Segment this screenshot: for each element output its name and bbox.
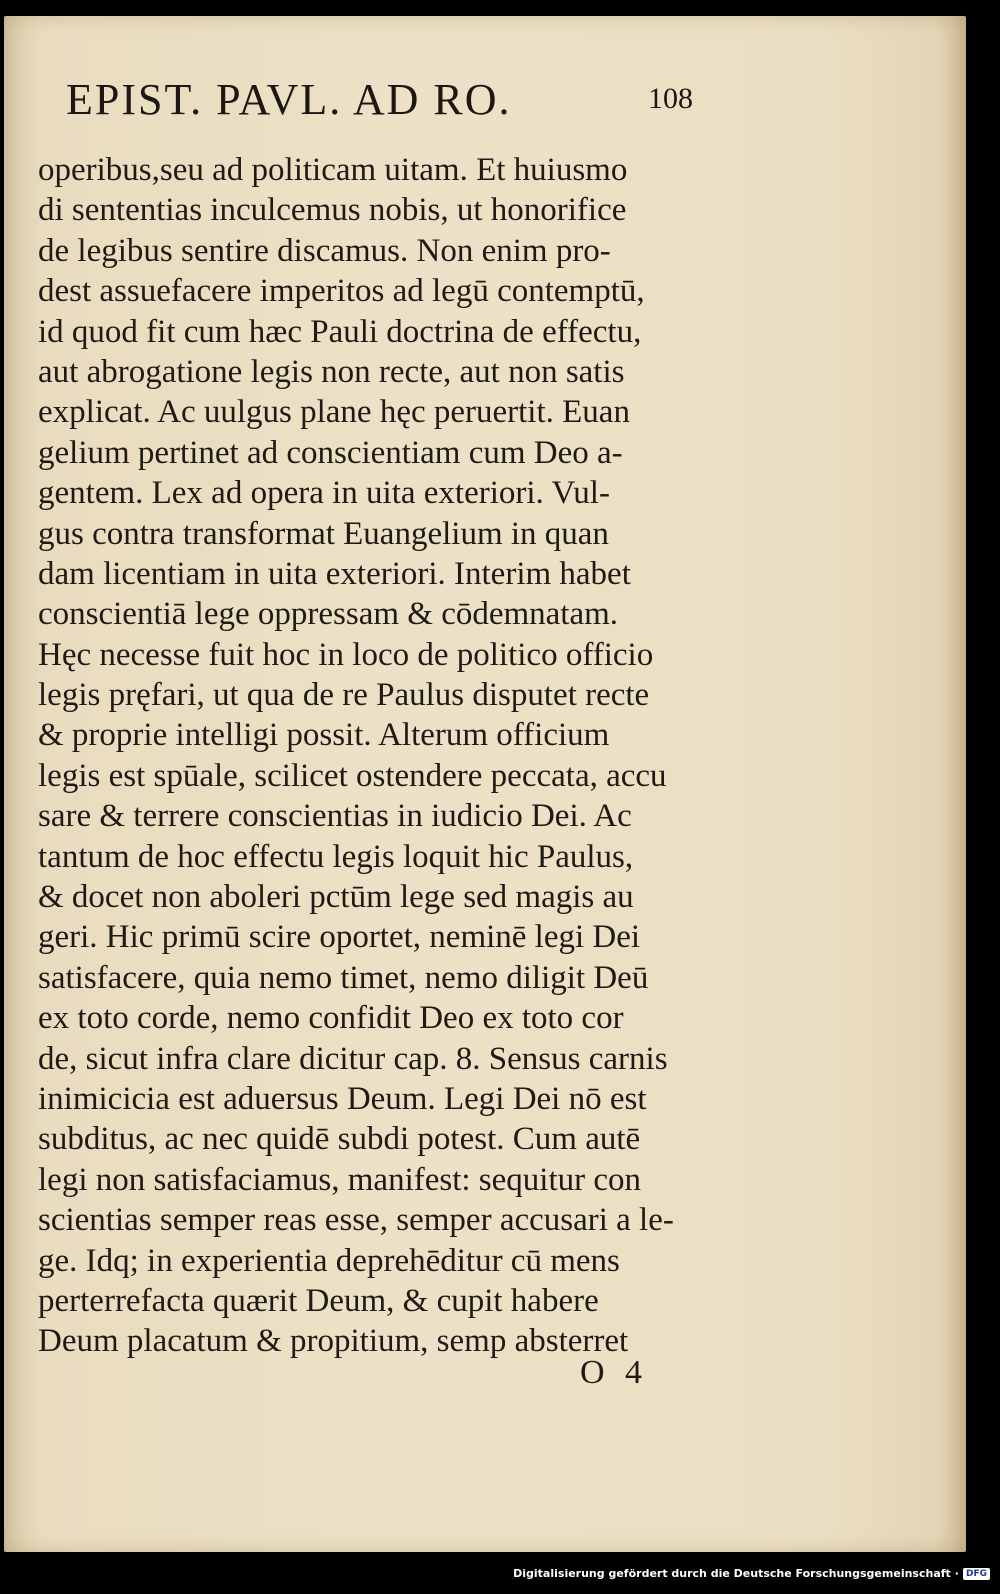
footer-separator: ·: [954, 1567, 959, 1580]
text-line: gelium pertinet ad conscientiam cum Deo a-: [38, 434, 623, 471]
text-line: satisfacere, quia nemo timet, nemo diligit Deū: [38, 959, 649, 996]
page-number: 108: [648, 82, 693, 115]
text-line: de, sicut infra clare dicitur cap. 8. Sensus carnis: [38, 1040, 668, 1077]
text-line: legis est spūale, scilicet ostendere peccata, accu: [38, 757, 667, 794]
text-line: gus contra transformat Euangelium in quan: [38, 515, 609, 552]
signature-mark: O 4: [580, 1354, 649, 1391]
text-line: de legibus sentire discamus. Non enim pro-: [38, 232, 611, 269]
page-header: [66, 74, 746, 126]
digitization-footer: [513, 1567, 990, 1580]
text-line: dest assuefacere imperitos ad legū contemptū,: [38, 273, 645, 310]
text-line: id quod fit cum hæc Pauli doctrina de effectu,: [38, 313, 642, 350]
text-line: di sententias inculcemus nobis, ut honorifice: [38, 192, 627, 229]
text-line: legi non satisfaciamus, manifest: sequitur con: [38, 1161, 642, 1198]
text-line: dam licentiam in uita exteriori. Interim habet: [38, 555, 631, 592]
book-page: [4, 16, 966, 1552]
text-line: ex toto corde, nemo confidit Deo ex toto cor: [38, 1000, 624, 1037]
dfg-logo: DFG: [963, 1568, 990, 1580]
running-head: EPIST. PAVL. AD RO.: [66, 75, 512, 124]
text-line: inimicicia est aduersus Deum. Legi Dei nō est: [38, 1080, 647, 1117]
text-line: gentem. Lex ad opera in uita exteriori. Vul-: [38, 475, 610, 512]
text-line: conscientiā lege oppressam & cōdemnatam.: [38, 596, 619, 633]
text-line: aut abrogatione legis non recte, aut non satis: [38, 353, 625, 390]
text-line: subditus, ac nec quidē subdi potest. Cum autē: [38, 1121, 641, 1158]
text-line: operibus,seu ad politicam uitam. Et huiusmo: [38, 152, 628, 188]
text-line: sare & terrere conscientias in iudicio Dei. Ac: [38, 798, 632, 835]
body-text: [38, 150, 778, 1362]
text-line: scientias semper reas esse, semper accusari a le-: [38, 1202, 674, 1239]
text-line: perterrefacta quærit Deum, & cupit habere: [38, 1282, 599, 1319]
text-line: tantum de hoc effectu legis loquit hic Paulus,: [38, 838, 634, 875]
text-line: explicat. Ac uulgus plane hęc peruertit. Euan: [38, 394, 630, 431]
text-line: geri. Hic primū scire oportet, neminē legi Dei: [38, 919, 641, 956]
text-line: legis pręfari, ut qua de re Paulus disputet recte: [38, 677, 650, 714]
text-line: ge. Idq; in experientia deprehēditur cū mens: [38, 1242, 620, 1279]
text-line: Deum placatum & propitium, semp absterret: [38, 1323, 629, 1360]
text-line: Hęc necesse fuit hoc in loco de politico officio: [38, 636, 654, 673]
funding-credit: Digitalisierung gefördert durch die Deutsche Forschungsgemeinschaft: [513, 1567, 951, 1580]
text-line: & docet non aboleri pctūm lege sed magis au: [38, 879, 634, 916]
text-line: & proprie intelligi possit. Alterum officium: [38, 717, 610, 754]
